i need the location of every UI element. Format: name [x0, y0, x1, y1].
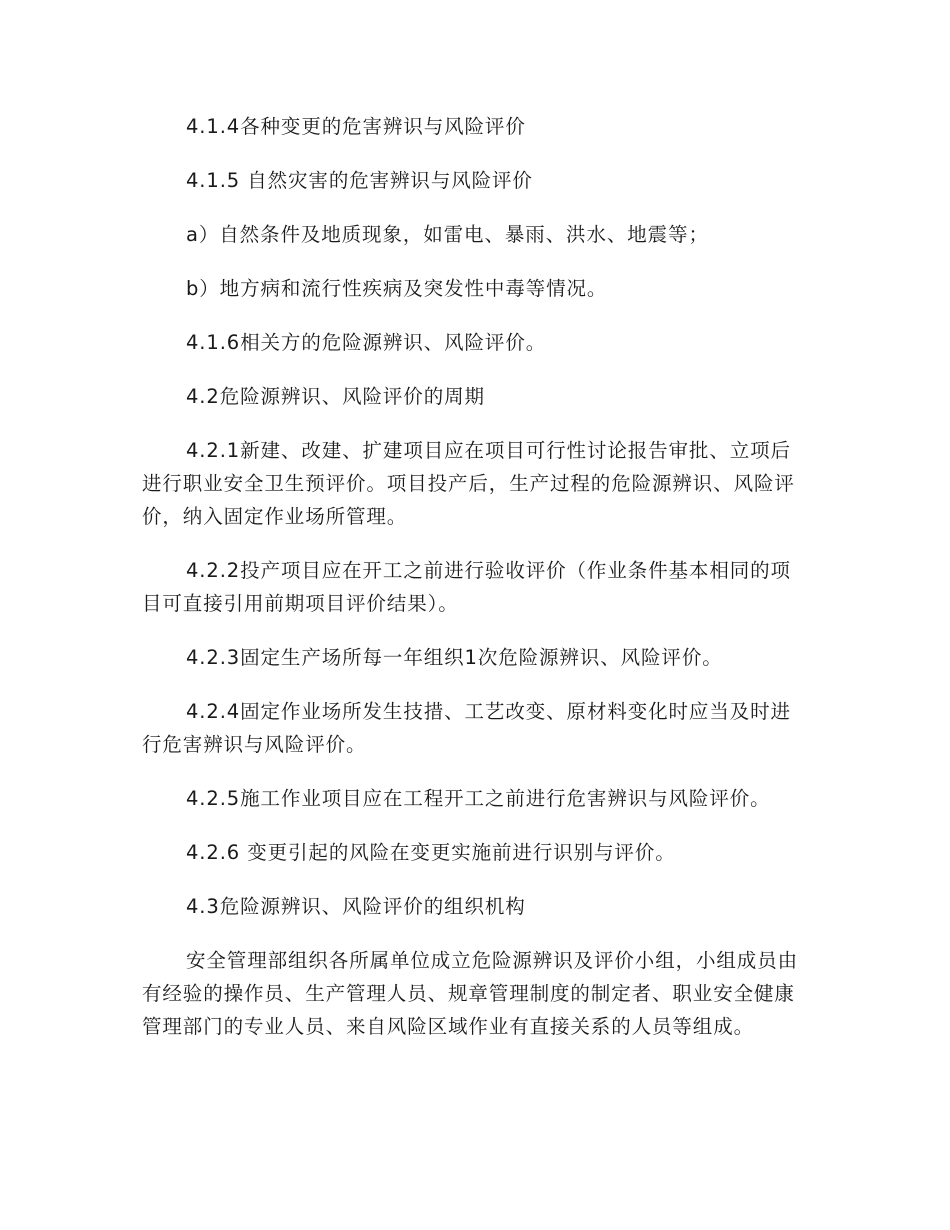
paragraph-4-2-6: 4.2.6 变更引起的风险在变更实施前进行识别与评价。: [186, 841, 676, 864]
paragraph-4-1-6: 4.1.6相关方的危险源辨识、风险评价。: [186, 331, 547, 354]
paragraph-4-2-1: 4.2.1新建、改建、扩建项目应在项目可行性讨论报告审批、立项后进行职业安全卫生预评价。项目投产后，生产过程的危险源辨识、风险评价，纳入固定作业场所管理。: [142, 439, 795, 528]
paragraph-4-2-5: 4.2.5施工作业项目应在工程开工之前进行危害辨识与风险评价。: [186, 787, 771, 810]
paragraph-item-a: a）自然条件及地质现象，如雷电、暴雨、洪水、地震等；: [186, 223, 709, 246]
heading-4-3: 4.3危险源辨识、风险评价的组织机构: [186, 895, 526, 918]
paragraph-4-2-3: 4.2.3固定生产场所每一年组织1次危险源辨识、风险评价。: [186, 646, 723, 669]
document-body: [142, 110, 810, 1064]
paragraph-4-1-4: 4.1.4各种变更的危害辨识与风险评价: [186, 115, 526, 138]
paragraph-4-2-2: 4.2.2投产项目应在开工之前进行验收评价（作业条件基本相同的项目可直接引用前期项目评价结果）。: [142, 559, 791, 615]
heading-4-2: 4.2危险源辨识、风险评价的周期: [186, 385, 485, 408]
paragraph-organization: 安全管理部组织各所属单位成立危险源辨识及评价小组，小组成员由有经验的操作员、生产管理人员、规章管理制度的制定者、职业安全健康管理部门的专业人员、来自风险区域作业有直接关系的人员等组成。: [142, 949, 799, 1038]
paragraph-item-b: b）地方病和流行性疾病及突发性中毒等情况。: [186, 277, 608, 300]
paragraph-4-2-4: 4.2.4固定作业场所发生技措、工艺改变、原材料变化时应当及时进行危害辨识与风险评价。: [142, 700, 791, 756]
paragraph-4-1-5: 4.1.5 自然灾害的危害辨识与风险评价: [186, 169, 533, 192]
